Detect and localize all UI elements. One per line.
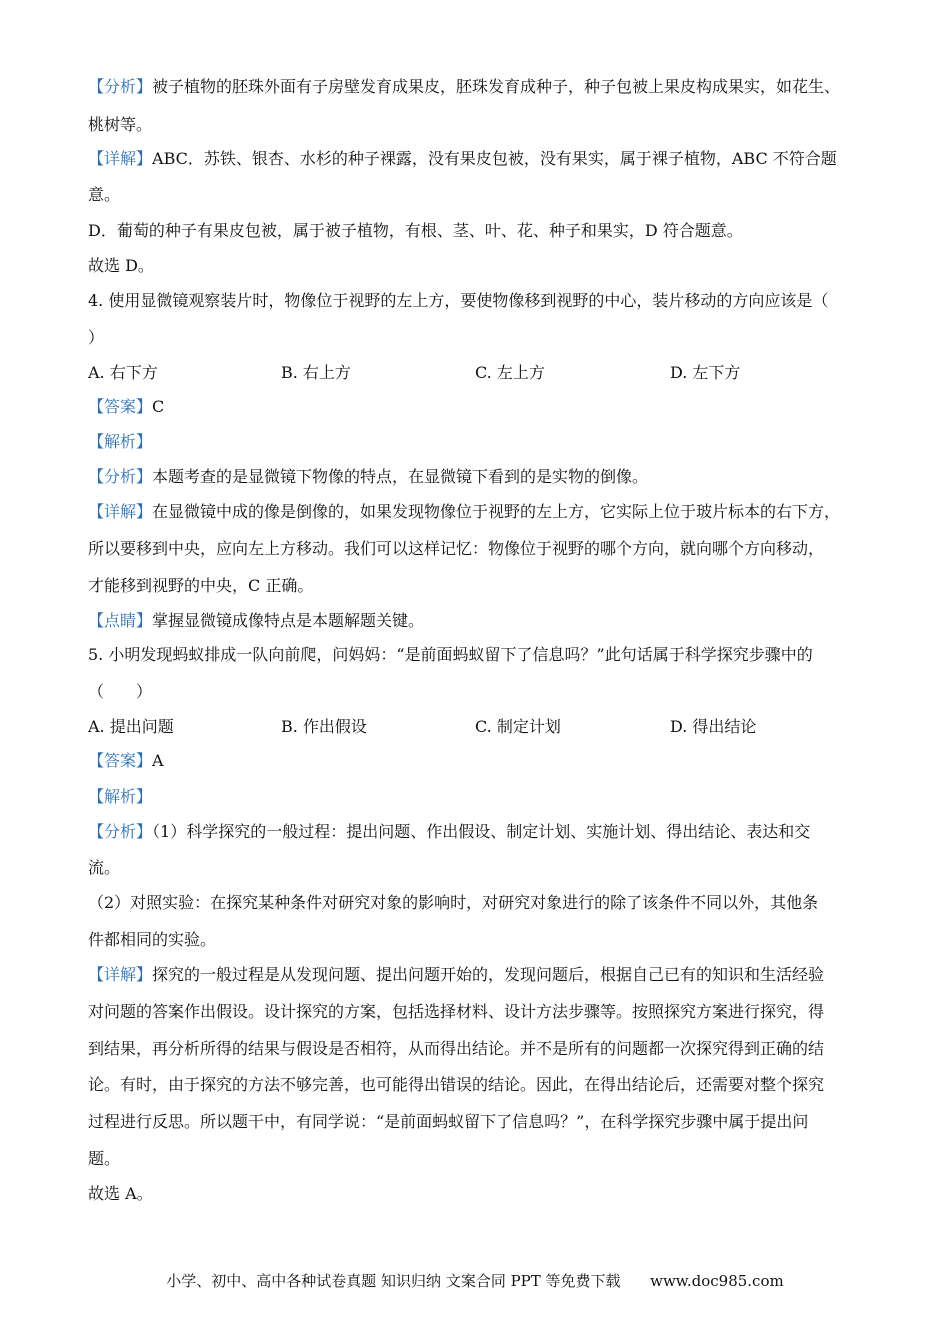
answer-tag: 【答案】 <box>88 751 153 770</box>
analysis-tag: 【分析】 <box>88 467 153 486</box>
footer-url[interactable]: www.doc985.com <box>650 1272 784 1290</box>
q3-analysis-line-1: 【分析】被子植物的胚珠外面有子房壁发育成果皮，胚珠发育成种子，种子包被上果皮构成果实，如花生、 <box>88 77 841 96</box>
q5-stem-line-1: 5. 小明发现蚂蚁排成一队向前爬，问妈妈：“是前面蚂蚁留下了信息吗？”此句话属于科学探究步骤中的 <box>88 645 813 664</box>
dianjing-tag: 【点睛】 <box>88 611 153 630</box>
q5-fenxi-line-4: 件都相同的实验。 <box>88 930 217 949</box>
q4-stem-line-2: ） <box>88 328 105 347</box>
q5-detail-line-3: 到结果，再分析所得的结果与假设是否相符，从而得出结论。并不是所有的问题都一次探究得到正确的结 <box>88 1039 825 1058</box>
q5-detail-line-6: 题。 <box>88 1149 121 1168</box>
q4-option-c: C. 左上方 <box>475 363 545 382</box>
q4-detail-line-3: 才能移到视野的中央，C 正确。 <box>88 576 314 595</box>
q3-conclusion: 故选 D。 <box>88 256 154 275</box>
q5-option-a: A. 提出问题 <box>88 717 174 736</box>
q4-detail-line-2: 所以要移到中央，应向左上方移动。我们可以这样记忆：物像位于视野的哪个方向，就向哪个方向移动， <box>88 539 825 558</box>
q3-analysis-line-2: 桃树等。 <box>88 115 153 134</box>
q5-option-c: C. 制定计划 <box>475 717 561 736</box>
q5-detail-line-4: 论。有时，由于探究的方法不够完善，也可能得出错误的结论。因此，在得出结论后，还需要对整个探究 <box>88 1075 825 1094</box>
q3-detail-line-1: 【详解】ABC．苏铁、银杏、水杉的种子裸露，没有果皮包被，没有果实，属于裸子植物，ABC 不符合题 <box>88 149 837 168</box>
detail-tag: 【详解】 <box>88 965 153 984</box>
q4-option-d: D. 左下方 <box>670 363 741 382</box>
q5-detail-line-5: 过程进行反思。所以题干中，有同学说：“是前面蚂蚁留下了信息吗？”，在科学探究步骤中属于提出问 <box>88 1112 809 1131</box>
q3-detail-line-2: 意。 <box>88 185 121 204</box>
q5-analysis-heading: 【解析】 <box>88 787 153 806</box>
analysis-tag: 【分析】 <box>88 77 153 96</box>
q4-detail-line-1: 【详解】在显微镜中成的像是倒像的，如果发现物像位于视野的左上方，它实际上位于玻片标本的右下方， <box>88 502 841 521</box>
q5-fenxi-line-2: 流。 <box>88 858 121 877</box>
footer-text: 小学、初中、高中各种试卷真题 知识归纳 文案合同 PPT 等免费下载 <box>166 1272 621 1290</box>
q5-answer: 【答案】A <box>88 751 164 770</box>
q4-dianjing: 【点睛】掌握显微镜成像特点是本题解题关键。 <box>88 611 425 630</box>
q5-detail-line-2: 对问题的答案作出假设。设计探究的方案，包括选择材料、设计方法步骤等。按照探究方案进行探究，得 <box>88 1002 825 1021</box>
page-footer <box>0 1270 950 1291</box>
q5-stem-line-2: （ ） <box>88 682 153 701</box>
q5-fenxi-line-3: （2）对照实验：在探究某种条件对研究对象的影响时，对研究对象进行的除了该条件不同以外，其他条 <box>88 893 819 912</box>
detail-tag: 【详解】 <box>88 149 153 168</box>
q3-detail-line-3: D．葡萄的种子有果皮包被，属于被子植物，有根、茎、叶、花、种子和果实，D 符合题意。 <box>88 221 743 240</box>
q5-conclusion: 故选 A。 <box>88 1184 153 1203</box>
analysis-tag: 【分析】 <box>88 822 153 841</box>
q5-option-b: B. 作出假设 <box>281 717 367 736</box>
q4-fenxi: 【分析】本题考查的是显微镜下物像的特点，在显微镜下看到的是实物的倒像。 <box>88 467 649 486</box>
q5-detail-line-1: 【详解】探究的一般过程是从发现问题、提出问题开始的，发现问题后，根据自己已有的知识和生活经验 <box>88 965 825 984</box>
q4-stem-line-1: 4. 使用显微镜观察装片时，物像位于视野的左上方，要使物像移到视野的中心，装片移动的方向应该是（ <box>88 291 829 310</box>
q4-answer: 【答案】C <box>88 397 165 416</box>
q4-option-a: A. 右下方 <box>88 363 158 382</box>
answer-tag: 【答案】 <box>88 397 153 416</box>
q5-option-d: D. 得出结论 <box>670 717 757 736</box>
detail-tag: 【详解】 <box>88 502 153 521</box>
q5-fenxi-line-1: 【分析】（1）科学探究的一般过程：提出问题、作出假设、制定计划、实施计划、得出结论、表达和交 <box>88 822 811 841</box>
q4-option-b: B. 右上方 <box>281 363 351 382</box>
q4-analysis-heading: 【解析】 <box>88 432 153 451</box>
